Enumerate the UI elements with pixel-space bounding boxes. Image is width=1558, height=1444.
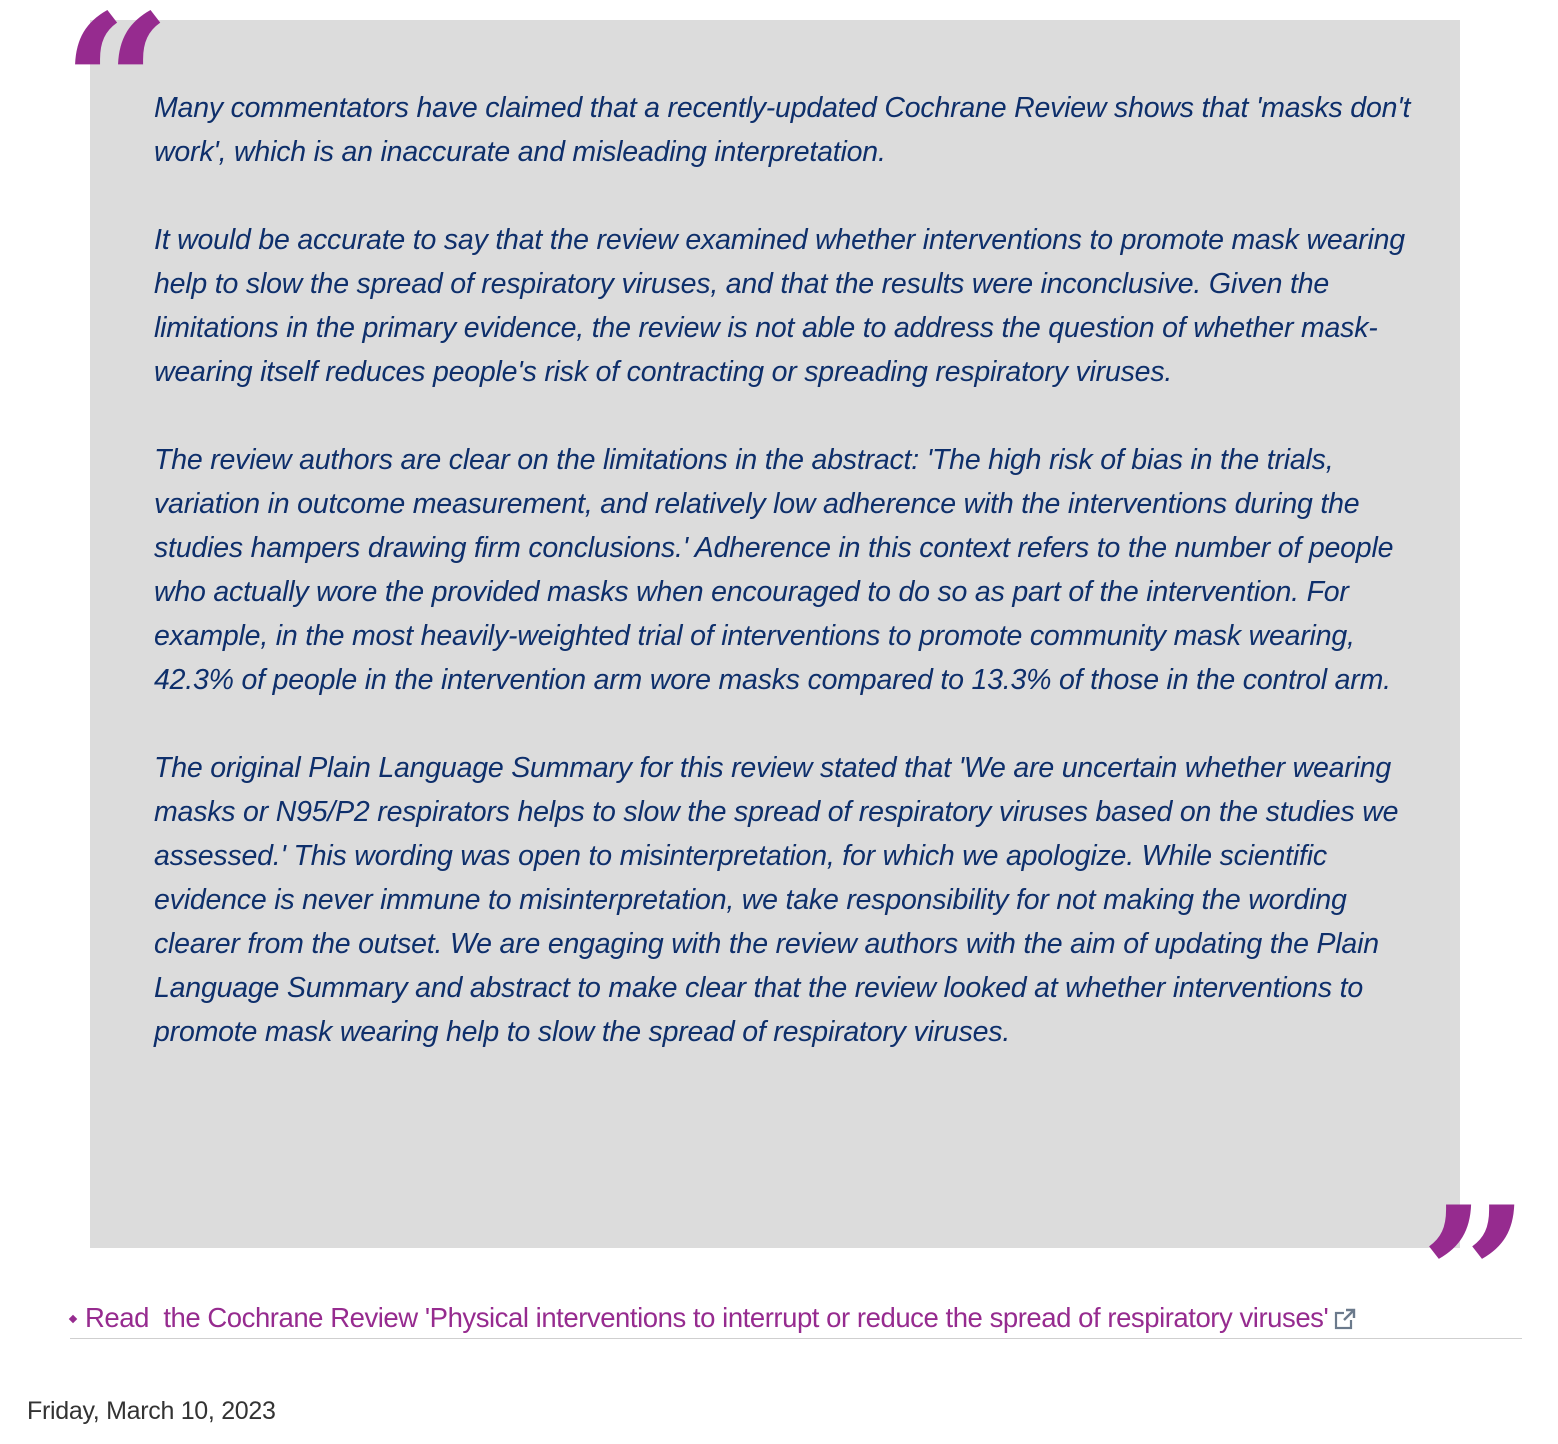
quote-body [154, 86, 1414, 1054]
open-quote-icon: “ [62, 0, 172, 196]
related-link-item [70, 1298, 1522, 1339]
quote-paragraph-2: It would be accurate to say that the review examined whether interventions to promote mask wearing help to slow the spread of respiratory viruses, and that the results were inconclusive. Given the limitations in the primary evidence, the review is not able to address the question of whether mask-wearing itself reduces people's risk of contracting or spreading respiratory viruses. [154, 224, 1405, 388]
quote-paragraph-3: The review authors are clear on the limitations in the abstract: 'The high risk of bias in the trials, variation in outcome measurement, and relatively low adherence with the interventions during the studies hampers drawing firm conclusions.' Adherence in this context refers to the number of people who actually wore the provided masks when encouraged to do so as part of the intervention. For example, in the most heavily-weighted trial of interventions to promote community mask wearing, 42.3% of people in the intervention arm wore masks compared to 13.3% of those in the control arm. [154, 444, 1394, 696]
quote-paragraph-1: Many commentators have claimed that a recently-updated Cochrane Review shows that 'masks don't work', which is an inaccurate and misleading interpretation. [154, 92, 1411, 168]
close-quote-icon: ” [1420, 1165, 1530, 1388]
publish-date: Friday, March 10, 2023 [27, 1397, 276, 1425]
cochrane-review-link[interactable]: Read the Cochrane Review 'Physical interventions to interrupt or reduce the spread of respiratory viruses' [85, 1302, 1329, 1333]
quote-paragraph-4: The original Plain Language Summary for this review stated that 'We are uncertain whether wearing masks or N95/P2 respirators helps to slow the spread of respiratory viruses based on the studies we assessed.' This wording was open to misinterpretation, for which we apologize. While scientific evidence is never immune to misinterpretation, we take responsibility for not making the wording clearer from the outset. We are engaging with the review authors with the aim of updating the Plain Language Summary and abstract to make clear that the review looked at whether interventions to promote mask wearing help to slow the spread of respiratory viruses. [154, 752, 1399, 1048]
pullquote-box [90, 20, 1460, 1248]
diamond-bullet-icon [69, 1315, 77, 1323]
external-link-icon[interactable] [1334, 1308, 1356, 1330]
